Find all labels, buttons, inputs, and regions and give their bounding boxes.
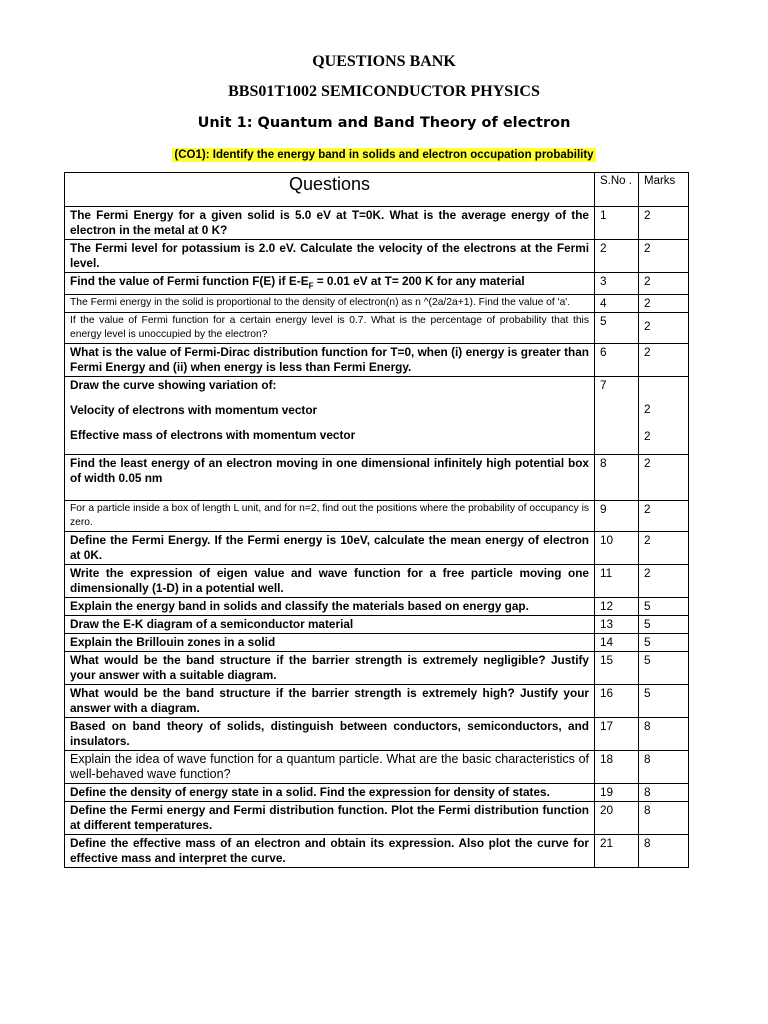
- table-row: [65, 532, 689, 565]
- question-marks: 8: [639, 784, 689, 802]
- table-row: [65, 344, 689, 377]
- table-row: [65, 685, 689, 718]
- table-row: [65, 718, 689, 751]
- question-text: What is the value of Fermi-Dirac distribution function for T=0, when (i) energy is greater than Fermi Energy and (ii) when energy is less than Fermi Energy.: [65, 344, 595, 377]
- question-text-part: Find the value of Fermi function F(E) if E-E: [70, 274, 309, 288]
- question-text: Find the least energy of an electron moving in one dimensional infinitely high potential box of width 0.05 nm: [65, 455, 595, 501]
- table-row: [65, 652, 689, 685]
- question-text: Draw the E-K diagram of a semiconductor material: [65, 616, 595, 634]
- document-title: QUESTIONS BANK: [312, 53, 456, 70]
- question-marks: 5: [639, 598, 689, 616]
- course-outcome-highlight: (CO1): Identify the energy band in solids and electron occupation probability: [174, 149, 594, 161]
- question-text: Define the Fermi Energy. If the Fermi energy is 10eV, calculate the mean energy of electron at 0K.: [65, 532, 595, 565]
- table-row: [65, 802, 689, 835]
- question-marks-value: 2: [644, 402, 651, 417]
- question-text: What would be the band structure if the barrier strength is extremely high? Justify your answer with a diagram.: [65, 685, 595, 718]
- question-number: 8: [595, 455, 639, 501]
- table-row: [65, 565, 689, 598]
- question-marks-value: 2: [644, 429, 651, 444]
- question-number: 12: [595, 598, 639, 616]
- question-marks: 5: [639, 616, 689, 634]
- question-number: 3: [595, 273, 639, 295]
- question-number: 20: [595, 802, 639, 835]
- question-number: 17: [595, 718, 639, 751]
- question-marks: 8: [639, 802, 689, 835]
- question-number: 19: [595, 784, 639, 802]
- table-row: [65, 616, 689, 634]
- question-number: 11: [595, 565, 639, 598]
- question-number: 4: [595, 295, 639, 313]
- question-marks: 2: [639, 501, 689, 532]
- question-text-line: Draw the curve showing variation of:: [70, 378, 277, 393]
- course-title: BBS01T1002 SEMICONDUCTOR PHYSICS: [228, 83, 540, 100]
- course-outcome: [0, 145, 768, 163]
- question-text: The Fermi level for potassium is 2.0 eV. Calculate the velocity of the electrons at the Fermi level.: [65, 240, 595, 273]
- question-number: 6: [595, 344, 639, 377]
- table-row: [65, 501, 689, 532]
- table-row: [65, 240, 689, 273]
- question-text: Explain the idea of wave function for a quantum particle. What are the basic characteristics of well-behaved wave function?: [65, 751, 595, 784]
- question-text: The Fermi energy in the solid is proportional to the density of electron(n) as n ^(2a/2a+1). Find the value of 'a'.: [65, 295, 595, 313]
- question-marks: 2: [639, 273, 689, 295]
- table-row: [65, 313, 689, 344]
- table-row: [65, 598, 689, 616]
- question-number: 18: [595, 751, 639, 784]
- table-row: [65, 295, 689, 313]
- question-marks: [639, 377, 689, 455]
- question-number: 1: [595, 207, 639, 240]
- marks-column-header: Marks: [639, 173, 689, 207]
- table-row: [65, 784, 689, 802]
- question-text: Define the effective mass of an electron and obtain its expression. Also plot the curve for effective mass and interpret the curve.: [65, 835, 595, 868]
- question-number: 14: [595, 634, 639, 652]
- question-text: [65, 377, 595, 455]
- question-marks: 2: [639, 207, 689, 240]
- question-marks: 5: [639, 652, 689, 685]
- question-number: 9: [595, 501, 639, 532]
- question-text-part: = 0.01 eV at T= 200 K for any material: [313, 274, 525, 288]
- question-text: Define the density of energy state in a solid. Find the expression for density of states.: [65, 784, 595, 802]
- question-text: If the value of Fermi function for a certain energy level is 0.7. What is the percentage of probability that this energy level is unoccupied by the electron?: [65, 313, 595, 344]
- question-marks: 2: [639, 532, 689, 565]
- table-row: [65, 835, 689, 868]
- question-number: 10: [595, 532, 639, 565]
- question-marks: 2: [639, 313, 689, 344]
- question-marks: 2: [639, 295, 689, 313]
- question-number: 15: [595, 652, 639, 685]
- question-number: 13: [595, 616, 639, 634]
- question-marks: 5: [639, 634, 689, 652]
- question-text: Define the Fermi energy and Fermi distribution function. Plot the Fermi distribution function at different temperatures.: [65, 802, 595, 835]
- question-marks: 8: [639, 718, 689, 751]
- question-marks: 8: [639, 751, 689, 784]
- questions-column-header: Questions: [65, 173, 595, 207]
- question-text: Write the expression of eigen value and wave function for a free particle moving one dimensionally (1-D) in a potential well.: [65, 565, 595, 598]
- question-number: 7: [595, 377, 639, 455]
- question-marks: 2: [639, 455, 689, 501]
- question-text: Explain the energy band in solids and classify the materials based on energy gap.: [65, 598, 595, 616]
- table-row: [65, 751, 689, 784]
- question-text: The Fermi Energy for a given solid is 5.0 eV at T=0K. What is the average energy of the electron in the metal at 0 K?: [65, 207, 595, 240]
- table-row: [65, 634, 689, 652]
- question-text: For a particle inside a box of length L unit, and for n=2, find out the positions where the probability of occupancy is zero.: [65, 501, 595, 532]
- question-text: [65, 273, 595, 295]
- question-number: 5: [595, 313, 639, 344]
- table-row: [65, 455, 689, 501]
- question-marks: 5: [639, 685, 689, 718]
- question-text: Explain the Brillouin zones in a solid: [65, 634, 595, 652]
- question-marks: 2: [639, 565, 689, 598]
- sno-column-header: S.No .: [595, 173, 639, 207]
- unit-title: Unit 1: Quantum and Band Theory of electron: [197, 115, 571, 131]
- question-marks: 2: [639, 240, 689, 273]
- question-number: 21: [595, 835, 639, 868]
- table-row: [65, 207, 689, 240]
- questions-table: [64, 172, 689, 868]
- question-text: What would be the band structure if the barrier strength is extremely negligible? Justify your answer with a suitable diagram.: [65, 652, 595, 685]
- question-marks: 8: [639, 835, 689, 868]
- table-row: [65, 377, 689, 455]
- question-text: Based on band theory of solids, distinguish between conductors, semiconductors, and insulators.: [65, 718, 595, 751]
- question-marks: 2: [639, 344, 689, 377]
- table-row: [65, 273, 689, 295]
- table-header-row: [65, 173, 689, 207]
- question-number: 16: [595, 685, 639, 718]
- question-number: 2: [595, 240, 639, 273]
- fermi-subscript: F: [308, 281, 314, 291]
- question-text-line: Velocity of electrons with momentum vector: [70, 403, 318, 418]
- question-text-line: Effective mass of electrons with momentum vector: [70, 428, 356, 443]
